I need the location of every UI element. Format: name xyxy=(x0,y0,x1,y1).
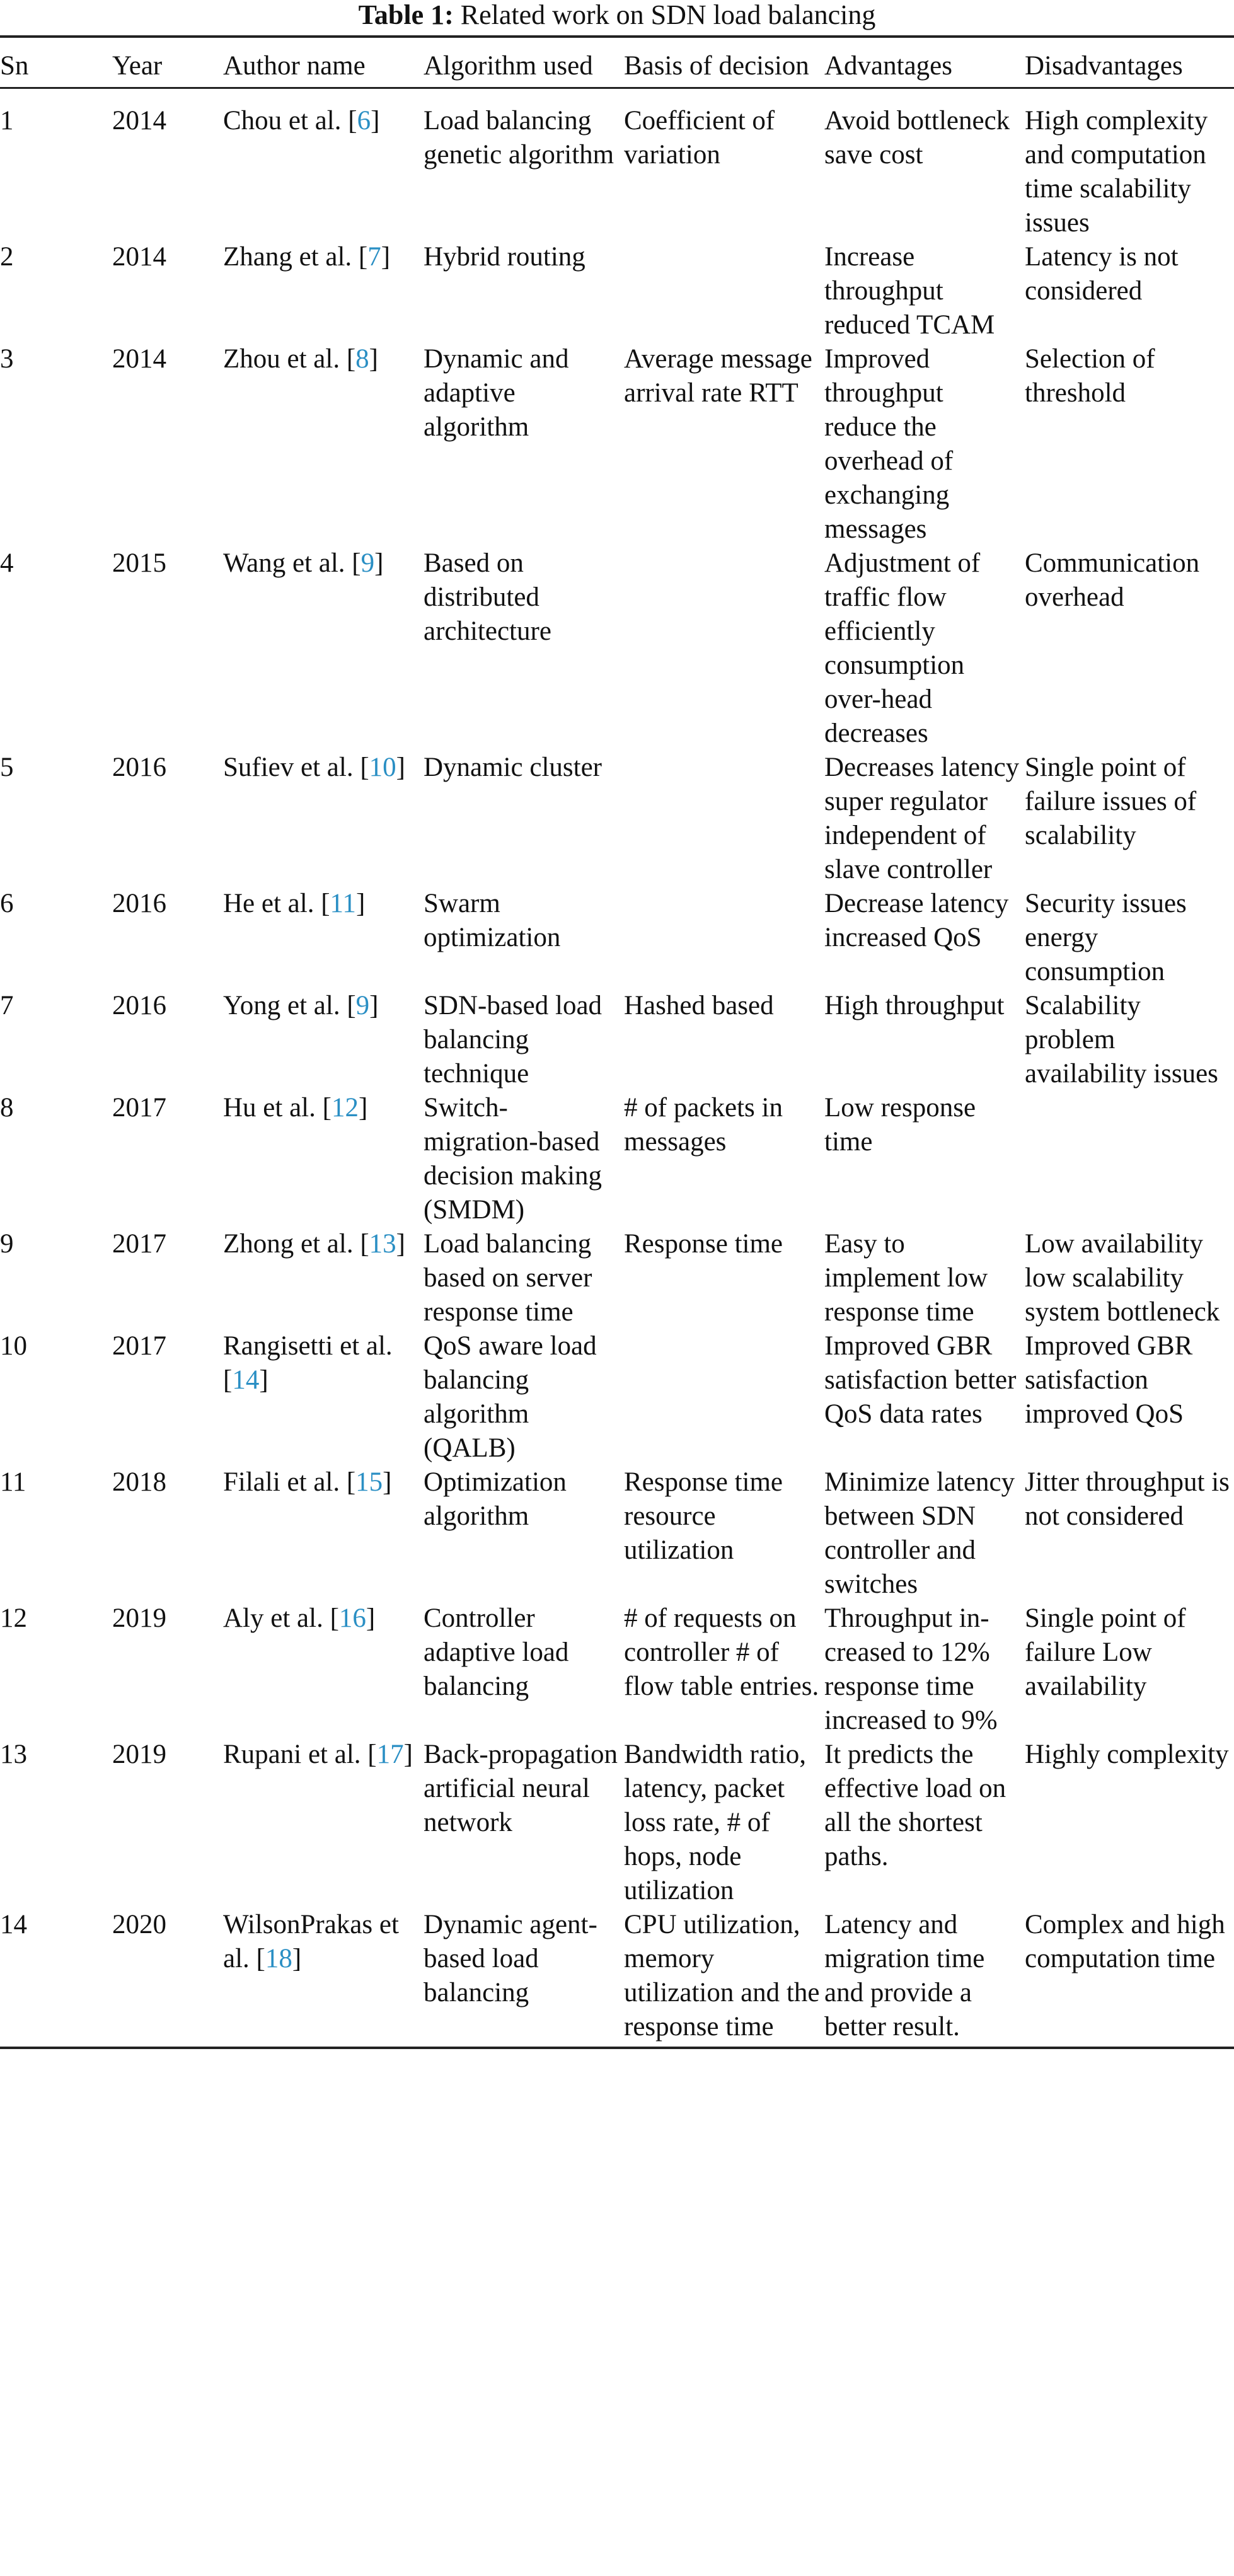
cell-algorithm xyxy=(424,1465,624,1602)
algorithm-text: Controller adaptive load balancing xyxy=(424,1603,569,1701)
year-text: 2017 xyxy=(112,1331,166,1361)
column-header-algorithm: Algorithm used xyxy=(424,51,593,81)
basis-text: Average message arrival rate RTT xyxy=(624,344,812,408)
author-name-text: Aly et al. [ xyxy=(223,1603,339,1633)
cell-advantages xyxy=(824,1738,1025,1908)
year-text: 2016 xyxy=(112,991,166,1020)
cell-year xyxy=(112,1465,223,1602)
cell-basis xyxy=(624,1091,824,1227)
cell-disadvantages xyxy=(1025,1329,1234,1465)
cell-advantages xyxy=(824,751,1025,887)
author-bracket-text: ] xyxy=(381,242,391,272)
reference-link[interactable]: 15 xyxy=(355,1467,383,1497)
disadvantages-text: Improved GBR satisfaction improved QoS xyxy=(1025,1331,1193,1429)
author-name-text: Hu et al. [ xyxy=(223,1093,332,1123)
cell-sn xyxy=(0,1602,112,1738)
year-text: 2019 xyxy=(112,1603,166,1633)
table-caption-title: Related work on SDN load balancing xyxy=(460,0,876,30)
disadvantages-text: Single point of failure issues of scalability xyxy=(1025,753,1197,850)
cell-sn xyxy=(0,240,112,342)
cell-advantages xyxy=(824,989,1025,1091)
author-bracket-text: ] xyxy=(396,1229,405,1259)
cell-disadvantages xyxy=(1025,1227,1234,1329)
cell-basis xyxy=(624,342,824,546)
cell-year xyxy=(112,887,223,989)
cell-advantages xyxy=(824,342,1025,546)
year-text: 2019 xyxy=(112,1740,166,1769)
year-text: 2018 xyxy=(112,1467,166,1497)
cell-basis xyxy=(624,751,824,887)
cell-advantages xyxy=(824,88,1025,241)
column-header-advantages: Advantages xyxy=(824,51,952,81)
reference-link[interactable]: 17 xyxy=(376,1740,404,1769)
disadvantages-text: Jitter throughput is not considered xyxy=(1025,1467,1230,1531)
advantages-text: Avoid bottleneck save cost xyxy=(824,106,1010,170)
cell-year xyxy=(112,546,223,751)
advantages-text: Minimize latency between SDN controller and switches xyxy=(824,1467,1015,1599)
author-bracket-text: ] xyxy=(371,106,380,136)
reference-link[interactable]: 16 xyxy=(338,1603,366,1633)
cell-basis xyxy=(624,1908,824,2048)
cell-basis xyxy=(624,1602,824,1738)
author-name-text: Chou et al. [ xyxy=(223,106,357,136)
cell-author xyxy=(223,887,424,989)
cell-sn xyxy=(0,989,112,1091)
sn-text: 6 xyxy=(0,889,14,918)
sn-text: 2 xyxy=(0,242,14,272)
cell-disadvantages xyxy=(1025,342,1234,546)
cell-algorithm xyxy=(424,1091,624,1227)
table-row xyxy=(0,240,1234,342)
cell-disadvantages xyxy=(1025,1602,1234,1738)
table-row xyxy=(0,1465,1234,1602)
author-name-text: Rupani et al. [ xyxy=(223,1740,377,1769)
cell-algorithm xyxy=(424,887,624,989)
cell-author xyxy=(223,1738,424,1908)
reference-link[interactable]: 7 xyxy=(367,242,381,272)
year-text: 2016 xyxy=(112,753,166,782)
algorithm-text: Load balancing based on server response time xyxy=(424,1229,592,1327)
column-header-author: Author name xyxy=(223,51,366,81)
table-row xyxy=(0,342,1234,546)
cell-author xyxy=(223,989,424,1091)
cell-author xyxy=(223,1329,424,1465)
cell-author xyxy=(223,1908,424,2048)
sn-text: 4 xyxy=(0,548,14,578)
cell-basis xyxy=(624,1465,824,1602)
cell-disadvantages xyxy=(1025,989,1234,1091)
cell-advantages xyxy=(824,1465,1025,1602)
disadvantages-text: Selection of threshold xyxy=(1025,344,1155,408)
cell-year xyxy=(112,1738,223,1908)
sn-text: 7 xyxy=(0,991,14,1020)
cell-advantages xyxy=(824,1908,1025,2048)
cell-advantages xyxy=(824,1227,1025,1329)
sn-text: 1 xyxy=(0,106,14,136)
cell-author xyxy=(223,1465,424,1602)
cell-author xyxy=(223,1227,424,1329)
table-caption xyxy=(0,0,1234,35)
cell-disadvantages xyxy=(1025,240,1234,342)
cell-disadvantages xyxy=(1025,1091,1234,1227)
sn-text: 10 xyxy=(0,1331,27,1361)
cell-sn xyxy=(0,342,112,546)
author-name-text: WilsonPrakas et al. [ xyxy=(223,1910,399,1973)
disadvantages-text: Highly complexity xyxy=(1025,1740,1229,1769)
advantages-text: Improved throughput reduce the overhead of exchanging messages xyxy=(824,344,954,544)
header-row xyxy=(0,37,1234,88)
reference-link[interactable]: 9 xyxy=(360,548,375,578)
author-bracket-text: ] xyxy=(369,344,378,374)
cell-basis xyxy=(624,887,824,989)
cell-disadvantages xyxy=(1025,887,1234,989)
cell-year xyxy=(112,989,223,1091)
algorithm-text: Load balancing genetic algorithm xyxy=(424,106,614,170)
table-row xyxy=(0,1602,1234,1738)
author-name-text: Filali et al. [ xyxy=(223,1467,356,1497)
table-header xyxy=(0,37,1234,88)
cell-basis xyxy=(624,240,824,342)
basis-text: Coefficient of variation xyxy=(624,106,775,170)
cell-disadvantages xyxy=(1025,751,1234,887)
reference-link[interactable]: 8 xyxy=(355,344,369,374)
column-header-disadvantages: Disadvantages xyxy=(1025,51,1183,81)
basis-text: Hashed based xyxy=(624,991,774,1020)
cell-advantages xyxy=(824,1602,1025,1738)
advantages-text: Adjustment of traffic flow efficiently consumption over-head decreases xyxy=(824,548,981,748)
reference-link[interactable]: 11 xyxy=(330,889,356,918)
disadvantages-text: Single point of failure Low availability xyxy=(1025,1603,1186,1701)
cell-basis xyxy=(624,1227,824,1329)
cell-algorithm xyxy=(424,1227,624,1329)
author-bracket-text: ] xyxy=(259,1365,268,1395)
table-row xyxy=(0,1227,1234,1329)
advantages-text: It predicts the effective load on all the shortest paths. xyxy=(824,1740,1006,1871)
sn-text: 11 xyxy=(0,1467,26,1497)
author-bracket-text: ] xyxy=(292,1944,302,1973)
cell-disadvantages xyxy=(1025,88,1234,241)
sn-text: 12 xyxy=(0,1603,27,1633)
author-bracket-text: ] xyxy=(358,1093,368,1123)
cell-year xyxy=(112,1908,223,2048)
table-body xyxy=(0,88,1234,2048)
cell-algorithm xyxy=(424,240,624,342)
advantages-text: High throughput xyxy=(824,991,1005,1020)
sn-text: 3 xyxy=(0,344,14,374)
algorithm-text: Dynamic and adaptive algorithm xyxy=(424,344,569,442)
year-text: 2014 xyxy=(112,242,166,272)
reference-link[interactable]: 14 xyxy=(232,1365,260,1395)
basis-text: # of packets in messages xyxy=(624,1093,783,1157)
cell-sn xyxy=(0,1908,112,2048)
algorithm-text: QoS aware load balancing algorithm (QALB) xyxy=(424,1331,597,1463)
table-caption-label: Table 1: xyxy=(358,0,454,30)
column-header-year: Year xyxy=(112,51,163,81)
algorithm-text: Back-propagation artificial neural network xyxy=(424,1740,618,1837)
cell-algorithm xyxy=(424,342,624,546)
cell-author xyxy=(223,1602,424,1738)
cell-algorithm xyxy=(424,1908,624,2048)
author-name-text: Wang et al. [ xyxy=(223,548,361,578)
author-bracket-text: ] xyxy=(383,1467,392,1497)
cell-disadvantages xyxy=(1025,1908,1234,2048)
basis-text: Bandwidth ratio, latency, packet loss rate, # of hops, node utilization xyxy=(624,1740,807,1905)
reference-link[interactable]: 10 xyxy=(369,753,396,782)
disadvantages-text: Security issues energy consumption xyxy=(1025,889,1187,986)
advantages-text: Easy to implement low response time xyxy=(824,1229,988,1327)
algorithm-text: Based on distributed architecture xyxy=(424,548,551,646)
cell-basis xyxy=(624,989,824,1091)
cell-algorithm xyxy=(424,1738,624,1908)
year-text: 2014 xyxy=(112,106,166,136)
author-bracket-text: ] xyxy=(366,1603,376,1633)
cell-sn xyxy=(0,546,112,751)
cell-author xyxy=(223,1091,424,1227)
algorithm-text: Optimization algorithm xyxy=(424,1467,567,1531)
cell-author xyxy=(223,342,424,546)
cell-sn xyxy=(0,1329,112,1465)
cell-disadvantages xyxy=(1025,1465,1234,1602)
cell-year xyxy=(112,1602,223,1738)
author-name-text: Zhou et al. [ xyxy=(223,344,356,374)
algorithm-text: Swarm optimization xyxy=(424,889,561,952)
sn-text: 14 xyxy=(0,1910,27,1939)
cell-basis xyxy=(624,1738,824,1908)
disadvantages-text: Communication overhead xyxy=(1025,548,1200,612)
cell-sn xyxy=(0,1227,112,1329)
author-name-text: Zhong et al. [ xyxy=(223,1229,369,1259)
disadvantages-text: Scalability problem availability issues xyxy=(1025,991,1218,1089)
cell-advantages xyxy=(824,546,1025,751)
column-header-sn: Sn xyxy=(0,51,29,81)
reference-link[interactable]: 9 xyxy=(355,991,370,1020)
algorithm-text: SDN-based load balancing technique xyxy=(424,991,603,1089)
cell-year xyxy=(112,1329,223,1465)
cell-year xyxy=(112,1091,223,1227)
advantages-text: Throughput in-creased to 12% response time increased to 9% xyxy=(824,1603,998,1735)
author-bracket-text: ] xyxy=(369,991,379,1020)
year-text: 2016 xyxy=(112,889,166,918)
table-row xyxy=(0,887,1234,989)
cell-sn xyxy=(0,1091,112,1227)
cell-year xyxy=(112,342,223,546)
author-bracket-text: ] xyxy=(374,548,384,578)
table-row xyxy=(0,989,1234,1091)
cell-author xyxy=(223,751,424,887)
basis-text: CPU utilization, memory utilization and the response time xyxy=(624,1910,820,2042)
column-header-basis: Basis of decision xyxy=(624,51,809,81)
advantages-text: Latency and migration time and provide a better result. xyxy=(824,1910,985,2042)
disadvantages-text: Latency is not considered xyxy=(1025,242,1179,306)
basis-text: # of requests on controller # of flow table entries. xyxy=(624,1603,819,1701)
advantages-text: Decreases latency super regulator independent of slave controller xyxy=(824,753,1020,884)
cell-disadvantages xyxy=(1025,546,1234,751)
basis-text: Response time resource utilization xyxy=(624,1467,783,1565)
year-text: 2014 xyxy=(112,344,166,374)
cell-algorithm xyxy=(424,546,624,751)
cell-year xyxy=(112,88,223,241)
advantages-text: Decrease latency increased QoS xyxy=(824,889,1009,952)
advantages-text: Low response time xyxy=(824,1093,976,1157)
year-text: 2020 xyxy=(112,1910,166,1939)
cell-advantages xyxy=(824,240,1025,342)
table-row xyxy=(0,751,1234,887)
cell-advantages xyxy=(824,1091,1025,1227)
reference-link[interactable]: 13 xyxy=(369,1229,396,1259)
cell-sn xyxy=(0,887,112,989)
advantages-text: Increase throughput reduced TCAM xyxy=(824,242,995,340)
table-row xyxy=(0,1329,1234,1465)
cell-author xyxy=(223,240,424,342)
reference-link[interactable]: 12 xyxy=(331,1093,359,1123)
cell-algorithm xyxy=(424,989,624,1091)
table-row xyxy=(0,1908,1234,2048)
cell-basis xyxy=(624,1329,824,1465)
year-text: 2017 xyxy=(112,1093,166,1123)
table-row xyxy=(0,1091,1234,1227)
cell-algorithm xyxy=(424,88,624,241)
advantages-text: Improved GBR satisfaction better QoS data rates xyxy=(824,1331,1017,1429)
author-name-text: Rangisetti et al. [ xyxy=(223,1331,393,1395)
cell-sn xyxy=(0,88,112,241)
algorithm-text: Dynamic cluster xyxy=(424,753,602,782)
sn-text: 13 xyxy=(0,1740,27,1769)
cell-algorithm xyxy=(424,1602,624,1738)
cell-basis xyxy=(624,546,824,751)
disadvantages-text: Complex and high computation time xyxy=(1025,1910,1225,1973)
algorithm-text: Switch-migration-based decision making (SMDM) xyxy=(424,1093,603,1225)
sn-text: 8 xyxy=(0,1093,14,1123)
cell-year xyxy=(112,751,223,887)
author-name-text: He et al. [ xyxy=(223,889,330,918)
basis-text: Response time xyxy=(624,1229,783,1259)
cell-algorithm xyxy=(424,1329,624,1465)
table-row xyxy=(0,88,1234,241)
algorithm-text: Hybrid routing xyxy=(424,242,585,272)
author-name-text: Zhang et al. [ xyxy=(223,242,368,272)
cell-author xyxy=(223,88,424,241)
author-bracket-text: ] xyxy=(403,1740,413,1769)
cell-disadvantages xyxy=(1025,1738,1234,1908)
cell-sn xyxy=(0,1738,112,1908)
disadvantages-text: High complexity and computation time scalability issues xyxy=(1025,106,1208,238)
related-work-table xyxy=(0,35,1234,2049)
cell-advantages xyxy=(824,1329,1025,1465)
disadvantages-text: Low availability low scalability system bottleneck xyxy=(1025,1229,1220,1327)
reference-link[interactable]: 18 xyxy=(265,1944,292,1973)
cell-advantages xyxy=(824,887,1025,989)
sn-text: 9 xyxy=(0,1229,14,1259)
author-bracket-text: ] xyxy=(355,889,366,918)
author-bracket-text: ] xyxy=(396,753,405,782)
year-text: 2017 xyxy=(112,1229,166,1259)
cell-year xyxy=(112,240,223,342)
algorithm-text: Dynamic agent-based load balancing xyxy=(424,1910,597,2007)
year-text: 2015 xyxy=(112,548,166,578)
cell-sn xyxy=(0,1465,112,1602)
table-row xyxy=(0,1738,1234,1908)
cell-basis xyxy=(624,88,824,241)
cell-author xyxy=(223,546,424,751)
author-name-text: Yong et al. [ xyxy=(223,991,356,1020)
cell-year xyxy=(112,1227,223,1329)
sn-text: 5 xyxy=(0,753,14,782)
table-row xyxy=(0,546,1234,751)
cell-sn xyxy=(0,751,112,887)
author-name-text: Sufiev et al. [ xyxy=(223,753,369,782)
cell-algorithm xyxy=(424,751,624,887)
reference-link[interactable]: 6 xyxy=(357,106,371,136)
